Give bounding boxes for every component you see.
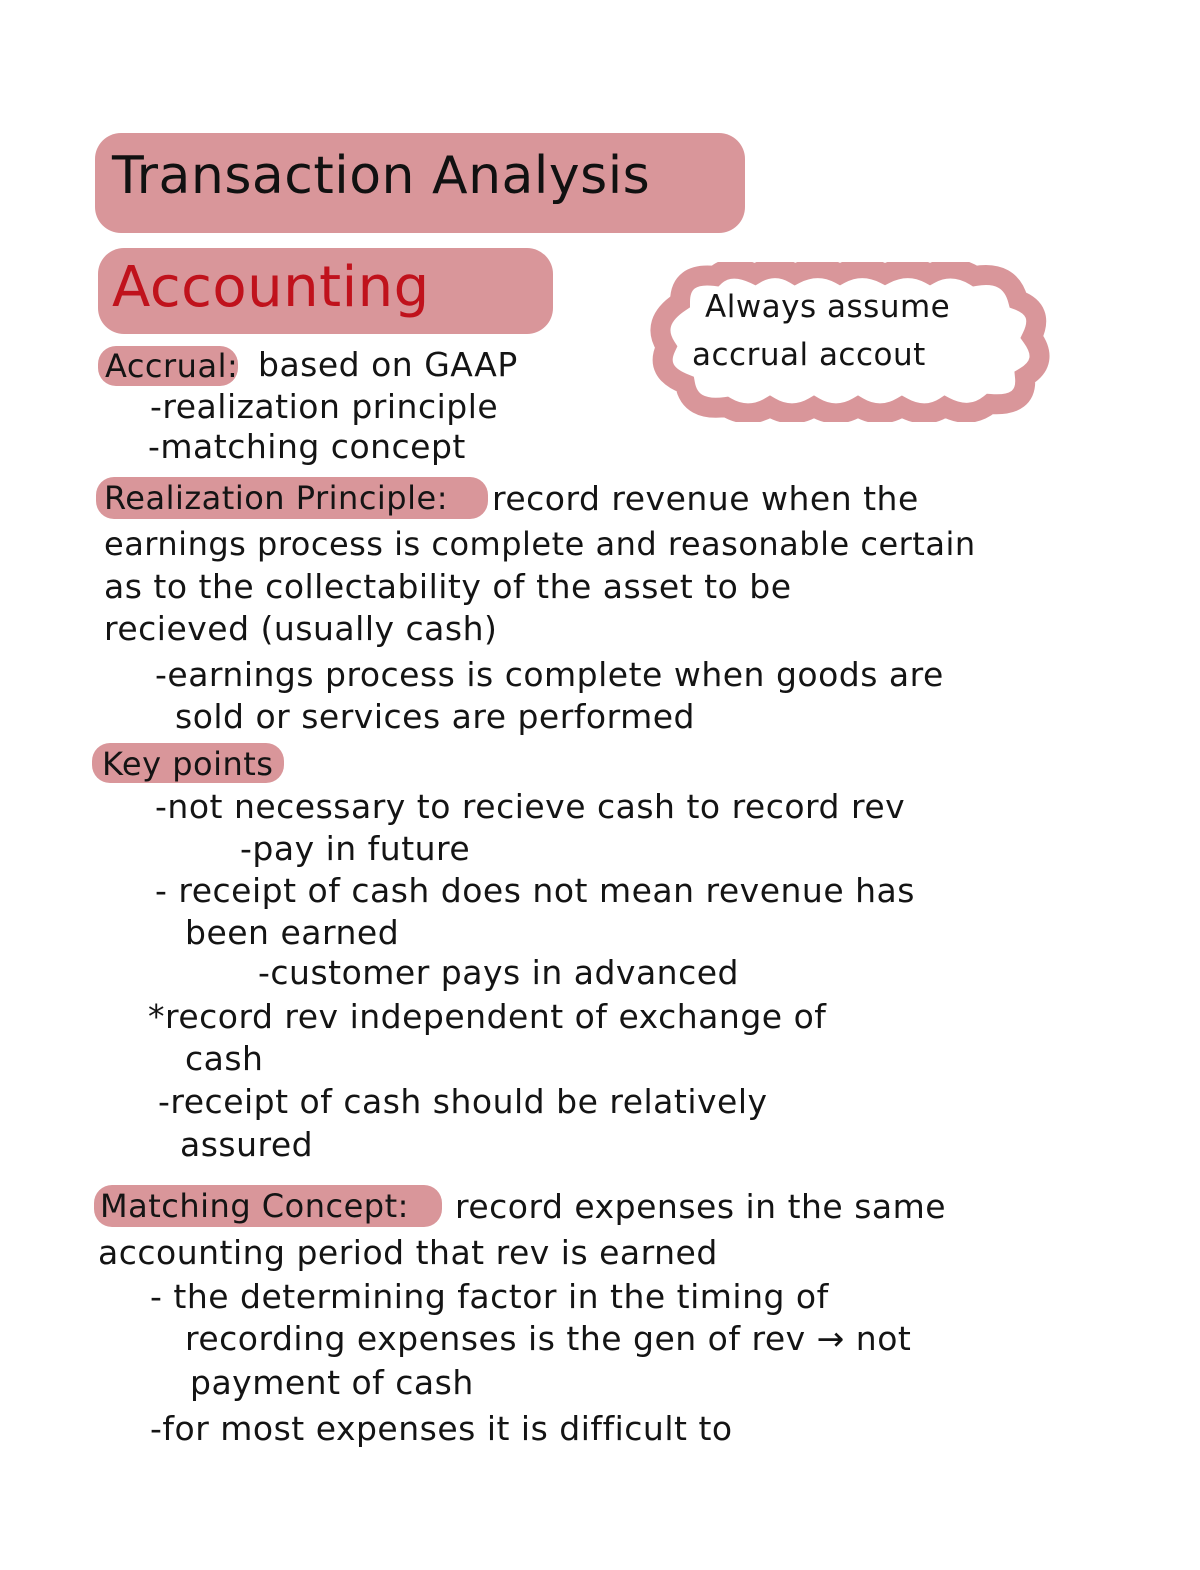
key-points-line: been earned <box>185 913 400 952</box>
accrual-definition: based on GAAP <box>258 345 518 384</box>
key-points-term: Key points <box>102 745 274 783</box>
realization-line: earnings process is complete and reasonable certain <box>104 525 976 563</box>
matching-term: Matching Concept: <box>100 1187 409 1225</box>
matching-line: - the determining factor in the timing of <box>150 1277 829 1316</box>
realization-line: recieved (usually cash) <box>104 609 498 648</box>
matching-line: record expenses in the same <box>455 1187 947 1226</box>
realization-line: sold or services are performed <box>175 697 695 736</box>
cloud-note-line-1: Always assume <box>705 289 951 325</box>
realization-term: Realization Principle: <box>104 479 448 517</box>
cloud-note-line-2: accrual accout <box>692 337 926 373</box>
realization-line: record revenue when the <box>492 479 919 518</box>
section-heading-accounting: Accounting <box>112 255 430 320</box>
key-points-line: cash <box>185 1039 264 1078</box>
matching-line: -for most expenses it is difficult to <box>150 1409 733 1448</box>
key-points-line: -receipt of cash should be relatively <box>158 1082 768 1121</box>
matching-line: accounting period that rev is earned <box>98 1233 718 1272</box>
accrual-item: -realization principle <box>150 387 499 426</box>
page-title: Transaction Analysis <box>112 146 651 206</box>
accrual-term: Accrual: <box>105 347 239 385</box>
realization-line: -earnings process is complete when goods are <box>155 655 944 694</box>
matching-line: payment of cash <box>190 1363 474 1402</box>
key-points-line: -not necessary to recieve cash to record rev <box>155 787 906 826</box>
key-points-line: assured <box>180 1125 314 1164</box>
key-points-line: - receipt of cash does not mean revenue has <box>155 871 915 910</box>
matching-line: recording expenses is the gen of rev → not <box>185 1319 912 1358</box>
key-points-line: -pay in future <box>240 829 471 868</box>
realization-line: as to the collectability of the asset to be <box>104 567 792 606</box>
accrual-item: -matching concept <box>148 427 466 466</box>
key-points-line: -customer pays in advanced <box>258 953 739 992</box>
key-points-line: *record rev independent of exchange of <box>148 997 827 1036</box>
